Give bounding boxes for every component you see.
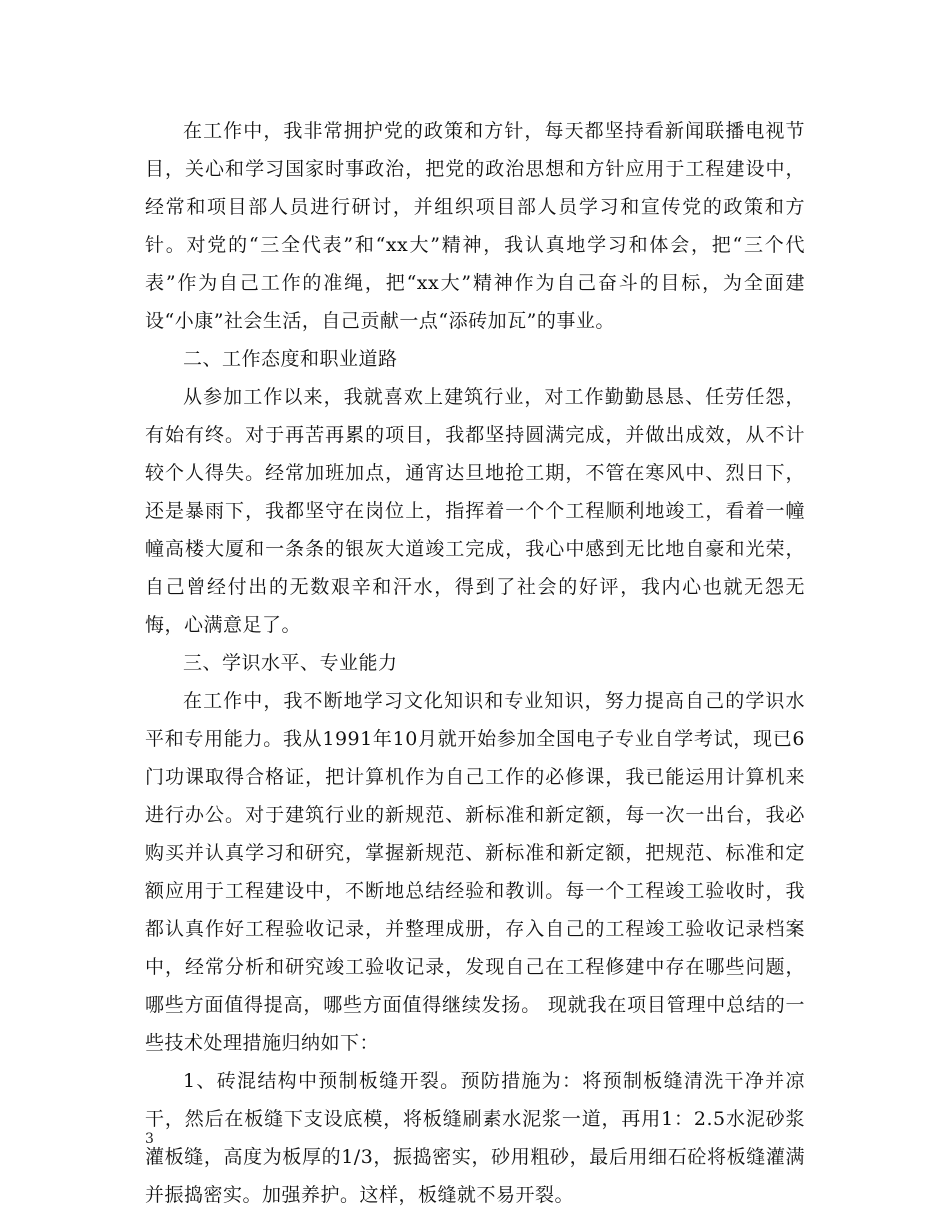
page-number: 3 <box>145 1131 154 1147</box>
paragraph-knowledge: 在工作中，我不断地学习文化知识和专业知识，努力提高自己的学识水平和专用能力。我从1991年10月就开始参加全国电子专业自学考试，现已6门功课取得合格证，把计算机作为自己工作的必修课，我已能运用计算机来进行办公。对于建筑行业的新规范、新标准和新定额，每一次一出台，我必购买并认真学习和研究，掌握新规范、新标准和新定额，把规范、标准和定额应用于工程建设中，不断地总结经验和教训。每一个工程竣工验收时，我都认真作好工程验收记录，并整理成册，存入自己的工程竣工验收记录档案中，经常分析和研究竣工验收记录，发现自己在工程修建中存在哪些问题，哪些方面值得提高，哪些方面值得继续发扬。 现就我在项目管理中总结的一些技术处理措施归纳如下： <box>145 690 805 1054</box>
section-heading-attitude: 二、工作态度和职业道路 <box>183 348 398 370</box>
paragraph-politics: 在工作中，我非常拥护党的政策和方针，每天都坚持看新闻联播电视节目，关心和学习国家时事政治，把党的政治思想和方针应用于工程建设中，经常和项目部人员进行研讨，并组织项目部人员学习和宣传党的政策和方针。对党的“三全代表”和“xx大”精神，我认真地学习和体会，把“三个代表”作为自己工作的准绳，把“xx大”精神作为自己奋斗的目标，为全面建设“小康”社会生活，自己贡献一点“添砖加瓦”的事业。 <box>145 120 805 332</box>
paragraph-measure-1: 1、砖混结构中预制板缝开裂。预防措施为：将预制板缝清洗干净并凉干，然后在板缝下支设底模，将板缝刷素水泥浆一道，再用1：2.5水泥砂浆灌板缝，高度为板厚的1/3，振捣密实，砂用粗砂，最后用细石砼将板缝灌满并振捣密实。加强养护。这样，板缝就不易开裂。 <box>145 1070 805 1206</box>
section-heading-knowledge: 三、学识水平、专业能力 <box>183 652 398 674</box>
paragraph-attitude: 从参加工作以来，我就喜欢上建筑行业，对工作勤勤恳恳、任劳任怨，有始有终。对于再苦再累的项目，我都坚持圆满完成，并做出成效，从不计较个人得失。经常加班加点，通宵达旦地抢工期，不管在寒风中、烈日下，还是暴雨下，我都坚守在岗位上，指挥着一个个工程顺利地竣工，看着一幢幢高楼大厦和一条条的银灰大道竣工完成，我心中感到无比地自豪和光荣，自己曾经付出的无数艰辛和汗水，得到了社会的好评，我内心也就无怨无悔，心满意足了。 <box>145 386 805 636</box>
document-body <box>145 112 805 1214</box>
